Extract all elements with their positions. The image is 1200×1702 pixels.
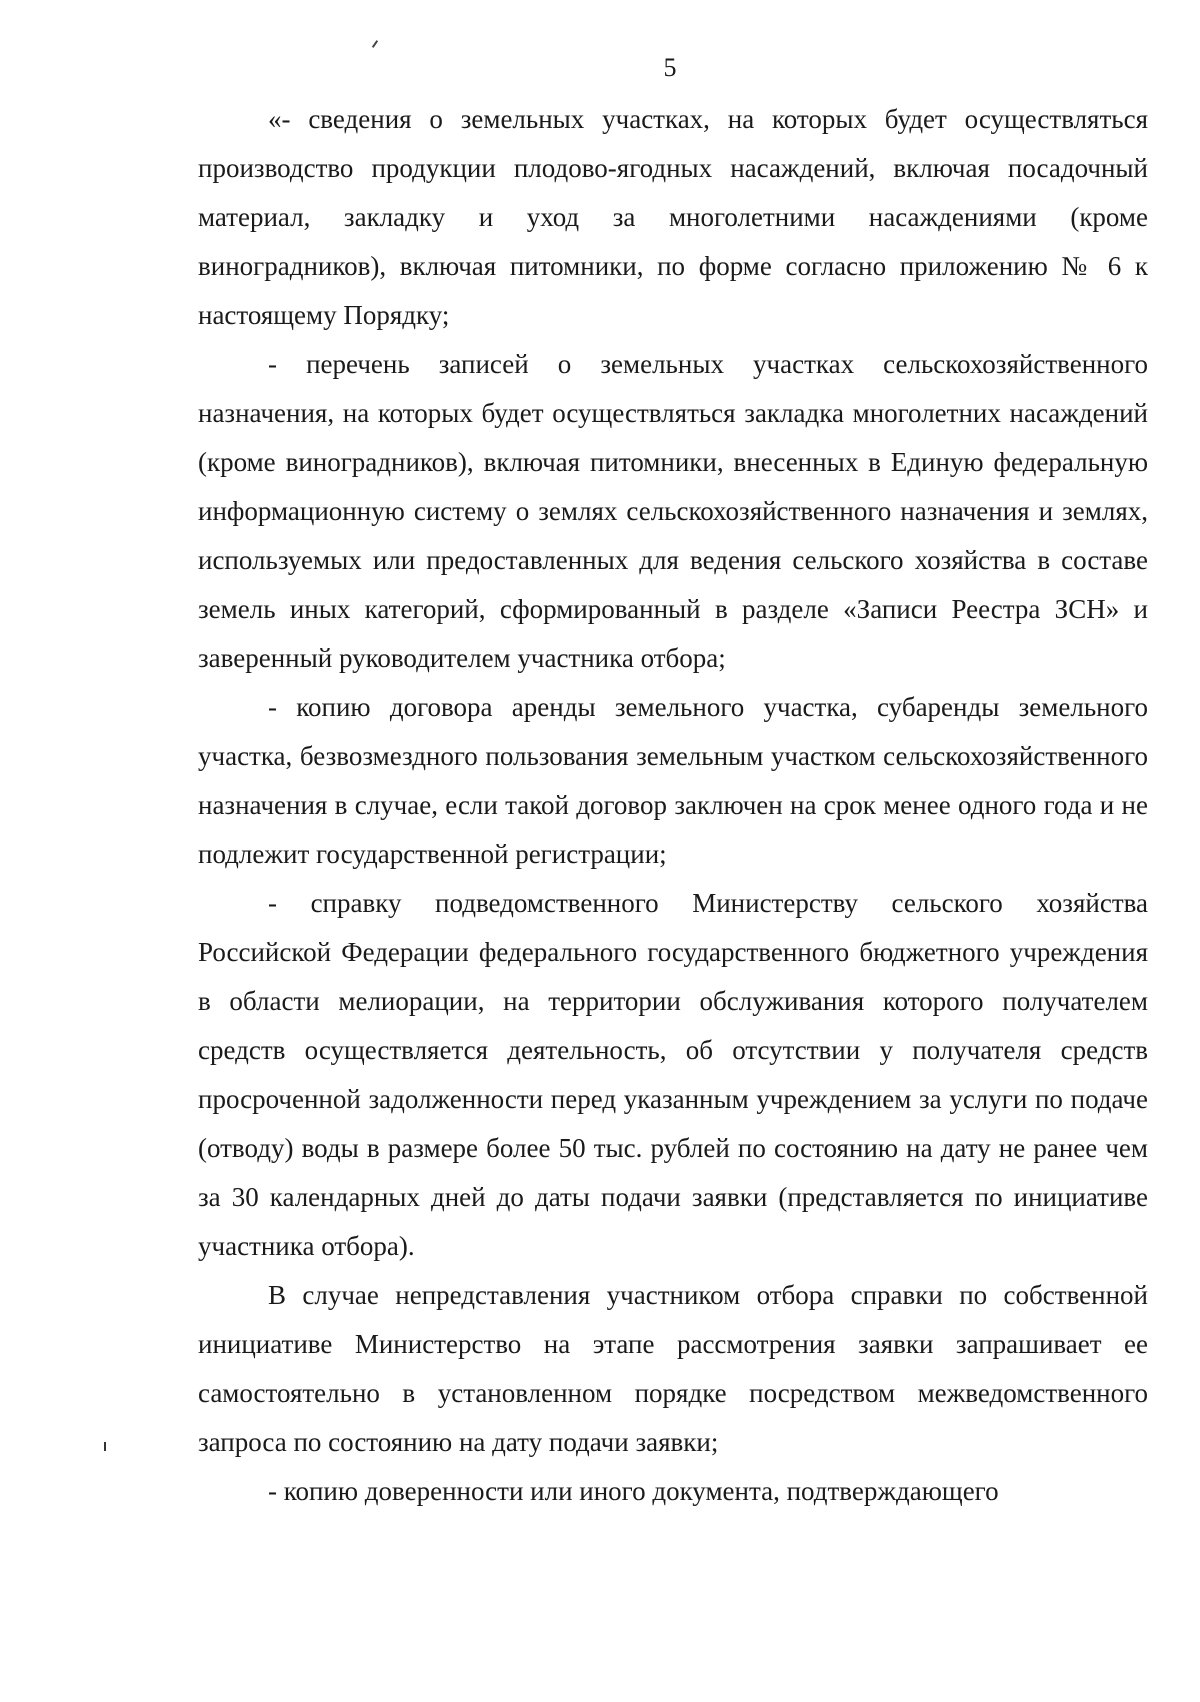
scan-mark [372, 40, 378, 48]
page-number: 5 [663, 53, 677, 82]
paragraph-interagency-request: В случае непредставления участником отбора справки по собственной инициативе Министерство на этапе рассмотрения заявки запрашивает ее самостоятельно в установленном порядке посредством межведомственного запроса по состоянию на дату подачи заявки; [198, 1280, 1148, 1457]
paragraph-lease-agreement: - копию договора аренды земельного участка, субаренды земельного участка, безвозмездного пользования земельным участком сельскохозяйственного назначения в случае, если такой договор заключен на срок менее одного года и не подлежит государственной регистрации; [198, 692, 1148, 869]
paragraph-land-plot-info: «- сведения о земельных участках, на которых будет осуществляться производство продукции плодово-ягодных насаждений, включая посадочный материал, закладку и уход за многолетними насаждениями (кроме виноградников), включая питомники, по форме согласно приложению № 6 к настоящему Порядку; [198, 104, 1148, 330]
paragraph-power-of-attorney: - копию доверенности или иного документа, подтверждающего [268, 1476, 999, 1506]
paragraph-registry-records: - перечень записей о земельных участках сельскохозяйственного назначения, на которых будет осуществляться закладка многолетних насаждений (кроме виноградников), включая питомники, внесенных в Единую федеральную информационную систему о землях сельскохозяйственного назначения и землях, используемых или предоставленных для ведения сельского хозяйства в составе земель иных категорий, сформированный в разделе «Записи Реестра ЗСН» и заверенный руководителем участника отбора; [198, 349, 1148, 673]
scan-mark [104, 1442, 106, 1451]
paragraph-melioration-certificate: - справку подведомственного Министерству сельского хозяйства Российской Федерации федерального государственного бюджетного учреждения в области мелиорации, на территории обслуживания которого получателем средств осуществляется деятельность, об отсутствии у получателя средств просроченной задолженности перед указанным учреждением за услуги по подаче (отводу) воды в размере более 50 тыс. рублей по состоянию на дату не ранее чем за 30 календарных дней до даты подачи заявки (представляется по инициативе участника отбора). [198, 888, 1148, 1261]
document-body [198, 95, 1148, 1516]
